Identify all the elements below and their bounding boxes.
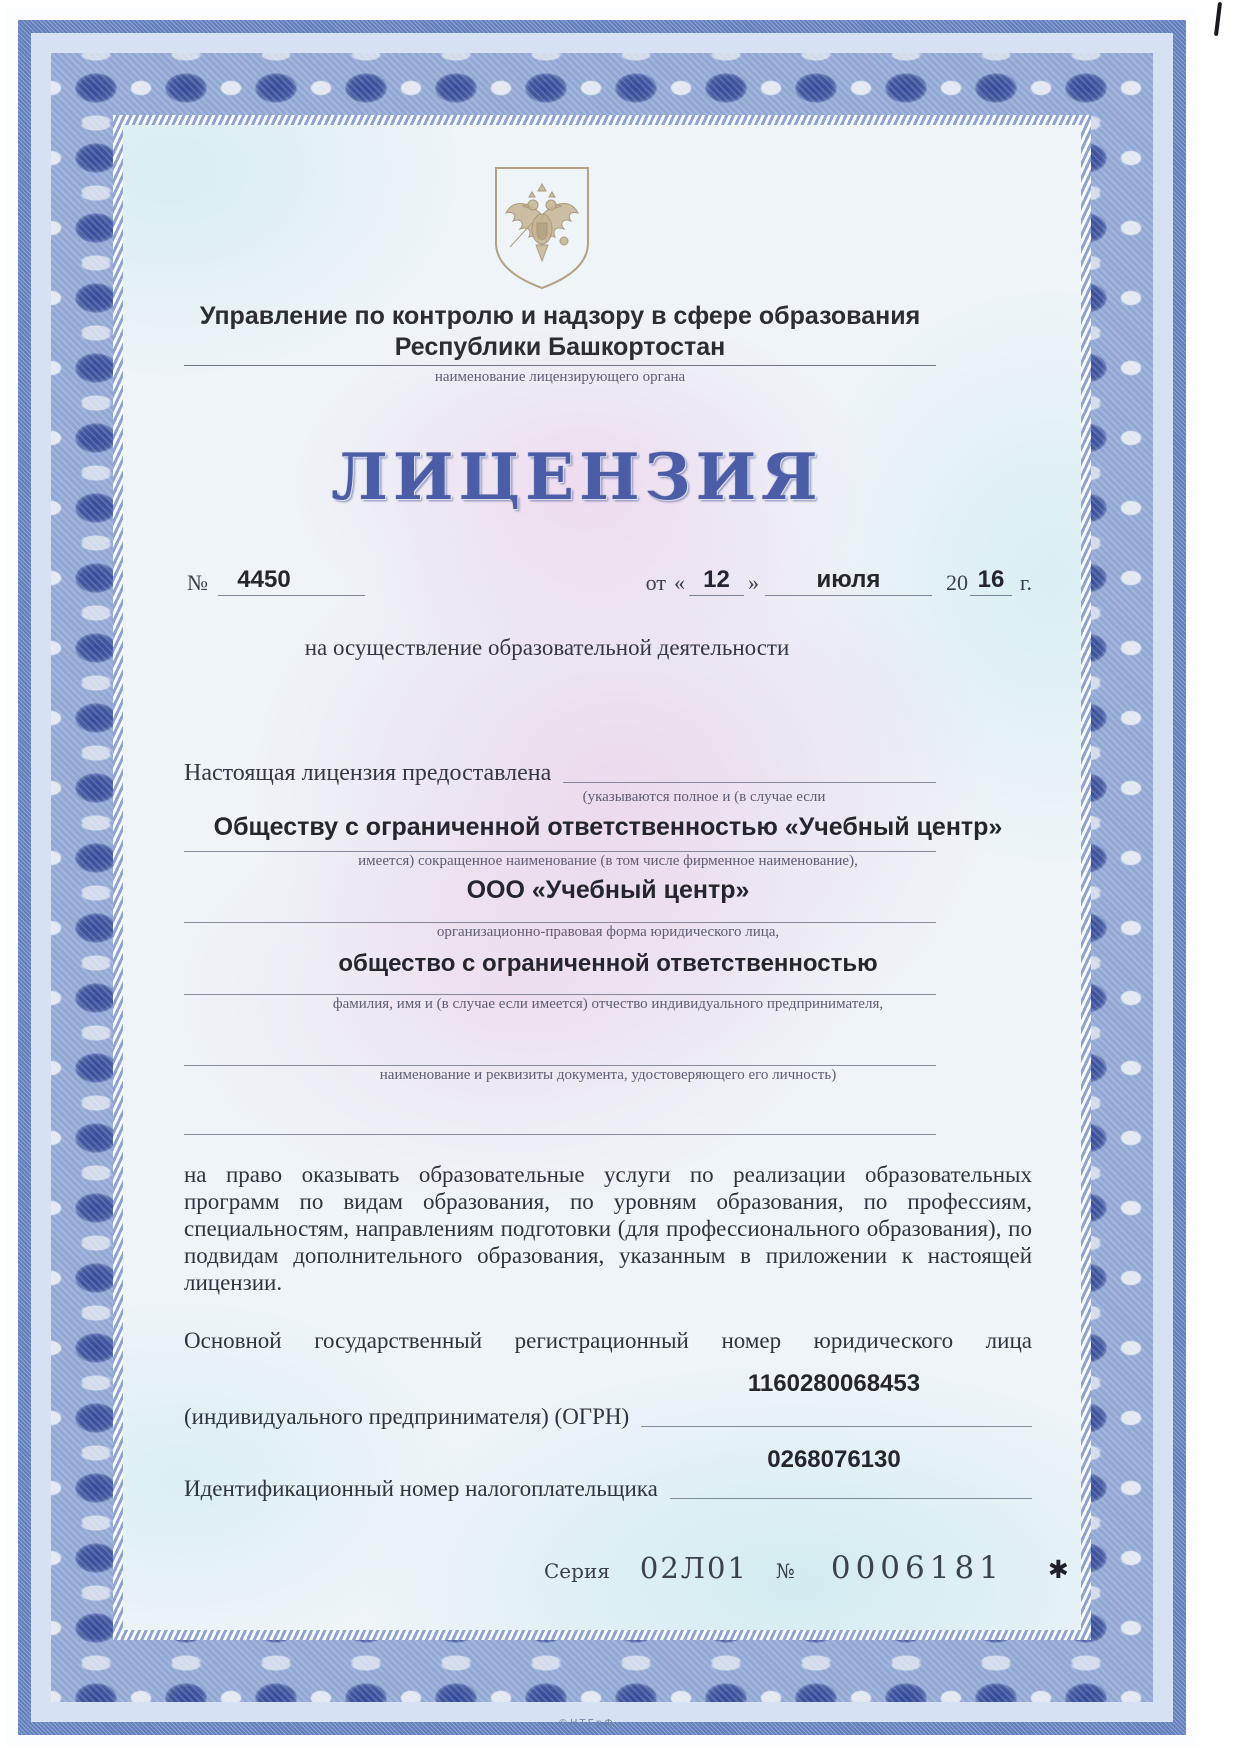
rights-paragraph: на право оказывать образовательные услуги по реализации образовательных программ по видам образования, по уровням образования, по профессиям, специальностям, направлениям подготовки (для профессионального образования), по подвидам дополнительного образования, указанным в приложении к настоящей лицензии. (184, 1162, 1032, 1295)
inn-label: Идентификационный номер налогоплательщика (184, 1476, 658, 1501)
inn-underline (670, 1474, 1032, 1499)
date-century: 20 (945, 570, 968, 595)
date-year-suffix: г. (1019, 570, 1032, 595)
license-sheet (6, 8, 1198, 1747)
date-quote-close: » (747, 570, 759, 595)
underline-5 (184, 1134, 936, 1135)
ogrn-sub-label: (индивидуального предпринимателя) (ОГРН) (184, 1404, 630, 1429)
entrepreneur-caption: фамилия, имя и (в случае если имеется) отчество индивидуального предпринимателя, (332, 996, 884, 1012)
date-year-cell (970, 566, 1012, 596)
date-day-cell (689, 566, 744, 596)
granted-label: Настоящая лицензия предоставлена (184, 760, 552, 786)
date-day: 12 (703, 566, 730, 593)
series-label: Серия (544, 1559, 610, 1583)
date-month: июля (816, 566, 881, 593)
printer-mark: ©НТГрФ (558, 1718, 615, 1729)
serial-number: 0006181 (830, 1550, 1004, 1586)
issuer-name (184, 301, 936, 363)
issuer-line2: Республики Башкортостан (394, 333, 726, 361)
ogrn-label: Основной государственный регистрационный номер юридического лица (184, 1328, 1032, 1353)
grantee-legal-form: общество с ограниченной ответственностью (338, 950, 878, 977)
serial-number-sign: № (775, 1559, 795, 1583)
granted-row (184, 758, 936, 788)
inn-row (184, 1474, 1032, 1504)
ogrn-value: 1160280068453 (747, 1370, 921, 1397)
issuer-line1: Управление по контролю и надзору в сфере образования (199, 302, 921, 330)
granted-underline (563, 758, 936, 783)
license-title: ЛИЦЕНЗИЯ (331, 440, 823, 515)
license-content (123, 125, 1081, 1630)
ogrn-underline (641, 1402, 1032, 1427)
granted-caption: (указываются полное и (в случае если (582, 789, 826, 805)
grantee-short-name: ООО «Учебный центр» (466, 876, 750, 904)
grantee-full-name: Обществу с ограниченной ответственностью «Учебный центр» (213, 813, 1003, 841)
series-value: 02Л01 (639, 1551, 748, 1585)
inn-value: 0268076130 (767, 1446, 901, 1473)
pen-mark-artifact (1214, 2, 1222, 36)
number-sign: № (187, 570, 208, 595)
license-subtitle: на осуществление образовательной деятельности (304, 635, 790, 660)
date-year: 16 (977, 566, 1005, 593)
asterisk-icon: ✱ (1047, 1555, 1069, 1584)
issuer-rule (184, 365, 936, 366)
identity-doc-caption: наименование и реквизиты документа, удостоверяющего его личность) (379, 1067, 837, 1083)
license-number-cell (218, 566, 365, 596)
legal-form-caption: организационно-правовая форма юридического лица, (436, 924, 780, 940)
issuer-caption: наименование лицензирующего органа (434, 369, 686, 385)
date-month-cell (765, 566, 932, 596)
serial-row (544, 1550, 1069, 1586)
coat-of-arms-icon (486, 163, 598, 293)
date-quote-open: « (673, 570, 685, 595)
number-date-row (184, 566, 1032, 596)
ogrn-row (184, 1402, 1032, 1432)
license-number: 4450 (237, 566, 291, 593)
short-name-caption: имеется) сокращенное наименование (в том числе фирменное наименование), (358, 853, 858, 869)
date-from-label: от (645, 570, 666, 595)
